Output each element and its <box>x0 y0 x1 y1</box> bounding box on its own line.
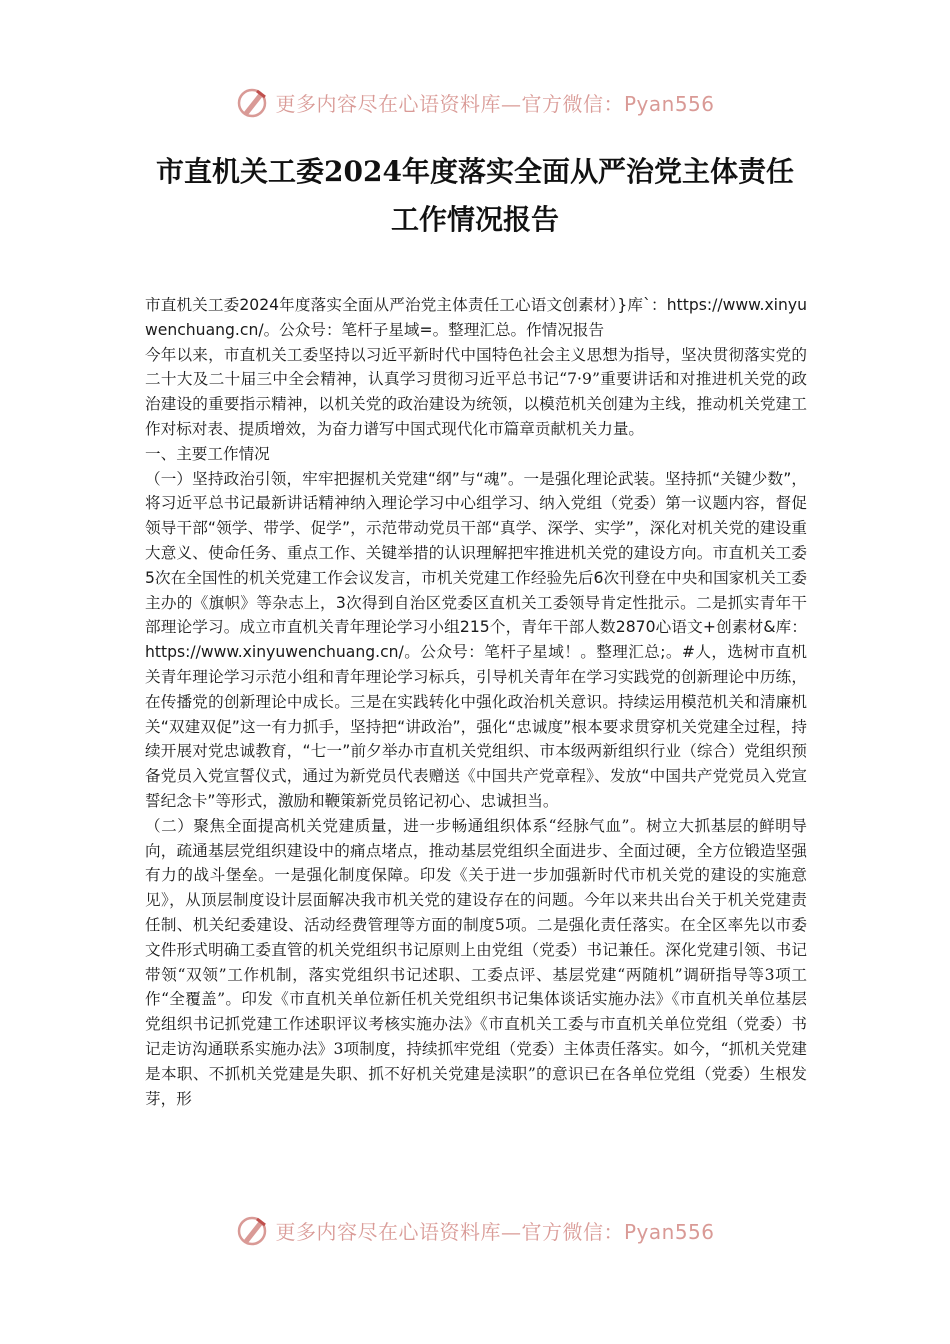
watermark-banner-bottom <box>0 1208 950 1252</box>
paragraph-political-guidance: （一）坚持政治引领，牢牢把握机关党建“纲”与“魂”。一是强化理论武装。坚持抓“关键少数”，将习近平总书记最新讲话精神纳入理论学习中心组学习、纳入党组（党委）第一议题内容，督促领导干部“领学、带学、促学”，示范带动党员干部“真学、深学、实学”，深化对机关党的建设重大意义、使命任务、重点工作、关键举措的认识理解把牢推进机关党的建设方向。市直机关工委5次在全国性的机关党建工作会议发言，市机关党建工作经验先后6次刊登在中央和国家机关工委主办的《旗帜》等杂志上，3次得到自治区党委区直机关工委领导肯定性批示。二是抓实青年干部理论学习。成立市直机关青年理论学习小组215个，青年干部人数2870心语文+创素材&库：https://www.xinyuwenchuang.cn/。公众号：笔杆子星域！。整理汇总;。#人，选树市直机关青年理论学习示范小组和青年理论学习标兵，引导机关青年在学习实践党的创新理论中历练，在传播党的创新理论中成长。三是在实践转化中强化政治机关意识。持续运用模范机关和清廉机关“双建双促”这一有力抓手，坚持把“讲政治”，强化“忠诚度”根本要求贯穿机关党建全过程，持续开展对党忠诚教育，“七一”前夕举办市直机关党组织、市本级两新组织行业（综合）党组织预备党员入党宣誓仪式，通过为新党员代表赠送《中国共产党章程》、发放“中国共产党党员入党宣誓纪念卡”等形式，激励和鞭策新党员铭记初心、忠诚担当。 <box>145 469 807 810</box>
lead-paragraph: 市直机关工委2024年度落实全面从严治党主体责任工心语文创素材）}库`：https://www.xinyuwenchuang.cn/。公众号：笔杆子星域=。整理汇总。作情况报告 <box>145 296 807 339</box>
watermark-label: 官方微信： <box>521 91 624 116</box>
title-line-1: 市直机关工委2024年度落实全面从严治党主体责任 <box>156 155 794 188</box>
watermark-label: 官方微信： <box>521 1219 624 1244</box>
pen-on-circle-logo-icon <box>235 85 269 119</box>
watermark-text <box>275 88 714 117</box>
watermark-dash: — <box>500 1219 522 1244</box>
document-body <box>145 293 807 1111</box>
paragraph-party-building-quality: （二）聚焦全面提高机关党建质量，进一步畅通组织体系“经脉气血”。树立大抓基层的鲜明导向，疏通基层党组织建设中的痛点堵点，推动基层党组织全面进步、全面过硬，全方位锻造坚强有力的战斗堡垒。一是强化制度保障。印发《关于进一步加强新时代市机关党的建设的实施意见》，从顶层制度设计层面解决我市机关党的建设存在的问题。今年以来共出台关于机关党建责任制、机关纪委建设、活动经费管理等方面的制度5项。二是强化责任落实。在全区率先以市委文件形式明确工委直管的机关党组织书记原则上由党组（党委）书记兼任。深化党建引领、书记带领“双领”工作机制，落实党组织书记述职、工委点评、基层党建“两随机”调研指导等3项工作“全覆盖”。印发《市直机关单位新任机关党组织书记集体谈话实施办法》《市直机关单位基层党组织书记抓党建工作述职评议考核实施办法》《市直机关工委与市直机关单位党组（党委）书记走访沟通联系实施办法》3项制度，持续抓牢党组（党委）主体责任落实。如今，“抓机关党建是本职、不抓机关党建是失职、抓不好机关党建是渎职”的意识已在各单位党组（党委）生根发芽，形 <box>145 816 807 1108</box>
title-line-2: 工作情况报告 <box>390 203 559 236</box>
pen-on-circle-logo-icon <box>235 1213 269 1247</box>
intro-paragraph: 今年以来，市直机关工委坚持以习近平新时代中国特色社会主义思想为指导，坚决贯彻落实党的二十大及二十届三中全会精神，认真学习贯彻习近平总书记“7·9”重要讲话和对推进机关党的政治建设的重要指示精神，以机关党的政治建设为统领，以模范机关创建为主线，推动机关党建工作对标对表、提质增效，为奋力谱写中国式现代化市篇章贡献机关力量。 <box>145 345 807 438</box>
watermark-dash: — <box>500 91 522 116</box>
section-heading: 一、主要工作情况 <box>145 444 270 463</box>
watermark-site: 更多内容尽在心语资料库 <box>275 91 501 116</box>
watermark-handle: Pyan556 <box>623 91 715 116</box>
watermark-site: 更多内容尽在心语资料库 <box>275 1219 501 1244</box>
document-title <box>130 148 820 244</box>
watermark-text <box>275 1216 714 1245</box>
watermark-banner-top <box>0 80 950 124</box>
watermark-handle: Pyan556 <box>623 1219 715 1244</box>
